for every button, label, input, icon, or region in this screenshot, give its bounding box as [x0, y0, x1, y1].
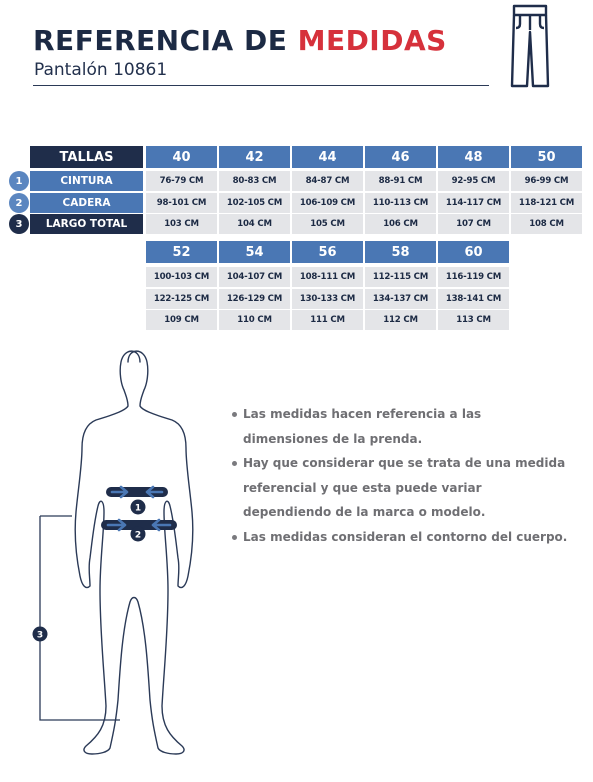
cintura-cell-50: 96-99 CM	[511, 171, 582, 191]
bullet-icon	[232, 461, 237, 466]
row-label-cadera: CADERA	[30, 193, 143, 213]
row-number-badge-3: 3	[9, 214, 29, 234]
largo-cell-44: 105 CM	[292, 214, 363, 234]
size-header-50: 50	[511, 146, 582, 168]
bullet-icon	[232, 412, 237, 417]
largo-cell-58: 112 CM	[365, 310, 436, 330]
size-header-44: 44	[292, 146, 363, 168]
bullet-icon	[232, 535, 237, 540]
row-number-badge-1: 1	[9, 171, 29, 191]
row-label-largo-total: LARGO TOTAL	[30, 214, 143, 234]
cintura-cell-46: 88-91 CM	[365, 171, 436, 191]
size-header-52: 52	[146, 241, 217, 263]
cadera-cell-58: 134-137 CM	[365, 289, 436, 309]
largo-cell-46: 106 CM	[365, 214, 436, 234]
size-header-48: 48	[438, 146, 509, 168]
row-number-badge-2: 2	[9, 193, 29, 213]
largo-cell-42: 104 CM	[219, 214, 290, 234]
note-text: Hay que considerar que se trata de una medida referencial y que esta puede variar dependiendo de la marca o modelo.	[243, 456, 566, 519]
cadera-cell-56: 130-133 CM	[292, 289, 363, 309]
note-item	[230, 451, 570, 525]
cadera-cell-50: 118-121 CM	[511, 193, 582, 213]
largo-cell-54: 110 CM	[219, 310, 290, 330]
cintura-cell-60: 116-119 CM	[438, 267, 509, 287]
cadera-cell-54: 126-129 CM	[219, 289, 290, 309]
size-header-42: 42	[219, 146, 290, 168]
figure-marker-2: 2	[134, 530, 142, 541]
largo-cell-50: 108 CM	[511, 214, 582, 234]
product-subtitle: Pantalón 10861	[34, 60, 168, 80]
cadera-cell-42: 102-105 CM	[219, 193, 290, 213]
body-silhouette	[0, 350, 230, 770]
pants-icon	[509, 2, 551, 90]
cadera-cell-46: 110-113 CM	[365, 193, 436, 213]
cadera-cell-60: 138-141 CM	[438, 289, 509, 309]
note-item	[230, 402, 570, 451]
note-text: Las medidas hacen referencia a las dimensiones de la prenda.	[243, 407, 482, 446]
size-header-58: 58	[365, 241, 436, 263]
cadera-cell-40: 98-101 CM	[146, 193, 217, 213]
row-label-cintura: CINTURA	[30, 171, 143, 191]
size-header-60: 60	[438, 241, 509, 263]
largo-cell-60: 113 CM	[438, 310, 509, 330]
figure-marker-1: 1	[134, 503, 142, 514]
size-header-46: 46	[365, 146, 436, 168]
title-accent-text: MEDIDAS	[297, 24, 447, 57]
cintura-cell-54: 104-107 CM	[219, 267, 290, 287]
title-text: REFERENCIA DE	[33, 24, 298, 57]
cintura-cell-56: 108-111 CM	[292, 267, 363, 287]
page-title	[33, 24, 447, 57]
cadera-cell-48: 114-117 CM	[438, 193, 509, 213]
size-header-40: 40	[146, 146, 217, 168]
largo-cell-40: 103 CM	[146, 214, 217, 234]
cadera-cell-44: 106-109 CM	[292, 193, 363, 213]
note-item	[230, 525, 570, 550]
cintura-cell-42: 80-83 CM	[219, 171, 290, 191]
largo-cell-56: 111 CM	[292, 310, 363, 330]
note-text: Las medidas consideran el contorno del cuerpo.	[243, 529, 568, 544]
figure-marker-3: 3	[36, 630, 44, 641]
cintura-cell-44: 84-87 CM	[292, 171, 363, 191]
tallas-header: TALLAS	[30, 146, 143, 168]
size-header-54: 54	[219, 241, 290, 263]
notes-list	[230, 402, 570, 549]
size-header-56: 56	[292, 241, 363, 263]
cintura-cell-58: 112-115 CM	[365, 267, 436, 287]
cintura-cell-40: 76-79 CM	[146, 171, 217, 191]
largo-cell-52: 109 CM	[146, 310, 217, 330]
cintura-cell-52: 100-103 CM	[146, 267, 217, 287]
cintura-cell-48: 92-95 CM	[438, 171, 509, 191]
cadera-cell-52: 122-125 CM	[146, 289, 217, 309]
header-divider	[33, 85, 489, 86]
largo-cell-48: 107 CM	[438, 214, 509, 234]
